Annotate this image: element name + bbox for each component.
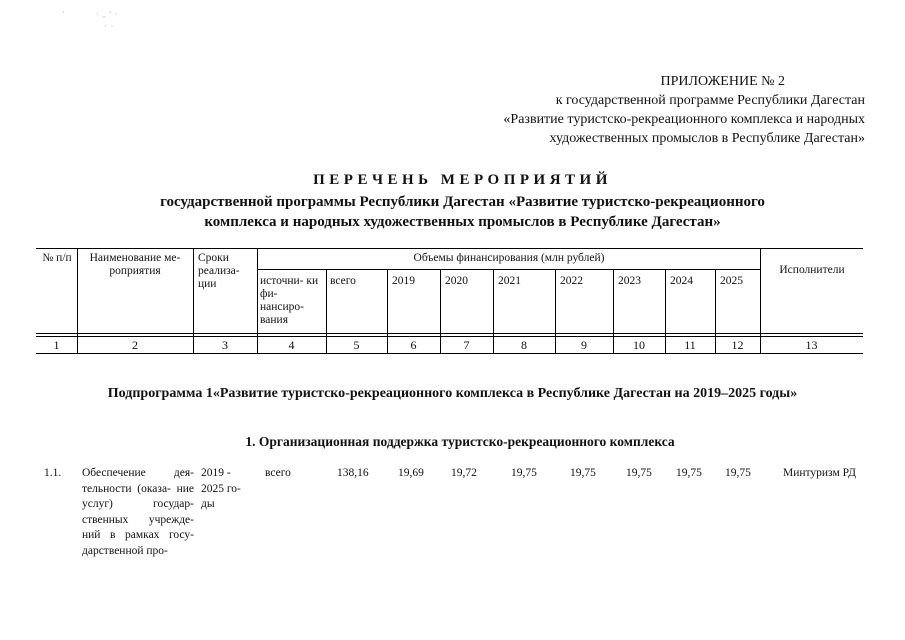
row-value-2023: 19,75 [626, 467, 652, 479]
table-line [36, 248, 863, 249]
column-number: 7 [463, 338, 470, 352]
header-num: № п/п [42, 252, 72, 264]
header-year-2024: 2024 [670, 275, 693, 287]
column-number: 8 [521, 338, 527, 352]
column-number: 5 [353, 338, 360, 352]
row-value-2021: 19,75 [511, 467, 537, 479]
row-value-2020: 19,72 [451, 467, 477, 479]
header-year-2020: 2020 [445, 275, 468, 287]
table-line [257, 269, 760, 270]
header-year-2025: 2025 [720, 275, 743, 287]
scan-mark: · ‚ ' · [96, 10, 119, 19]
column-number: 12 [731, 338, 744, 352]
row-value-2019: 19,69 [398, 467, 424, 479]
header-source: источни- ки фи- нансиро- вания [260, 275, 319, 326]
document-title [110, 170, 815, 232]
row-value-2022: 19,75 [570, 467, 596, 479]
column-number: 1 [53, 338, 60, 352]
column-number: 9 [581, 338, 587, 352]
row-value-2025: 19,75 [725, 467, 751, 479]
header-year-2019: 2019 [392, 275, 415, 287]
appendix-line: художественных промыслов в Республике Дагестан» [549, 131, 865, 146]
column-number: 2 [132, 338, 138, 352]
header-year-2022: 2022 [560, 275, 583, 287]
document-title-line: государственной программы Республики Дагестан «Развитие туристско-рекреационного [160, 194, 765, 210]
header-year-2021: 2021 [498, 275, 521, 287]
scan-mark: · [62, 8, 66, 17]
document-title-line: комплекса и народных художественных промыслов в Республике Дагестан» [204, 214, 721, 230]
table-line [36, 353, 863, 354]
subprogram-heading: Подпрограмма 1«Развитие туристско-рекреационного комплекса в Республике Дагестан на 2019–2025 годы» [107, 386, 798, 401]
table-line [36, 333, 863, 334]
column-number: 4 [288, 338, 295, 352]
header-name: Наименование ме- роприятия [89, 252, 181, 277]
appendix-title: ПРИЛОЖЕНИЕ № 2 [660, 74, 785, 89]
row-executor: Минтуризм РД [783, 467, 856, 479]
appendix-line: к государственной программе Республики Дагестан [555, 93, 865, 108]
column-number: 3 [222, 338, 228, 352]
row-total: 138,16 [337, 467, 369, 479]
header-financing: Объемы финансирования (млн рублей) [413, 252, 605, 264]
column-number: 6 [410, 338, 417, 352]
header-total: всего [330, 275, 356, 287]
section-heading: 1. Организационная поддержка туристско-рекреационного комплекса [245, 434, 675, 449]
appendix-block [445, 72, 865, 148]
appendix-line: «Развитие туристско-рекреационного комплекса и народных [503, 112, 865, 127]
document-title-main: ПЕРЕЧЕНЬ МЕРОПРИЯТИЙ [313, 172, 612, 188]
column-number: 13 [805, 338, 818, 352]
header-year-2023: 2023 [618, 275, 641, 287]
header-executors: Исполнители [779, 264, 845, 276]
row-source: всего [265, 467, 291, 479]
scan-mark: · · [104, 22, 115, 31]
column-number: 10 [633, 338, 645, 352]
column-number: 11 [684, 338, 696, 352]
row-name: Обеспечение дея- тельности (оказа- ние услуг) государ- ственных учрежде- ний в рамках госу- дарственной про- [82, 467, 194, 557]
row-terms: 2019 - 2025 го- ды [201, 467, 241, 510]
header-terms: Сроки реализа- ции [198, 252, 240, 290]
row-value-2024: 19,75 [676, 467, 702, 479]
table-line [36, 336, 863, 337]
row-num: 1.1. [44, 467, 62, 479]
